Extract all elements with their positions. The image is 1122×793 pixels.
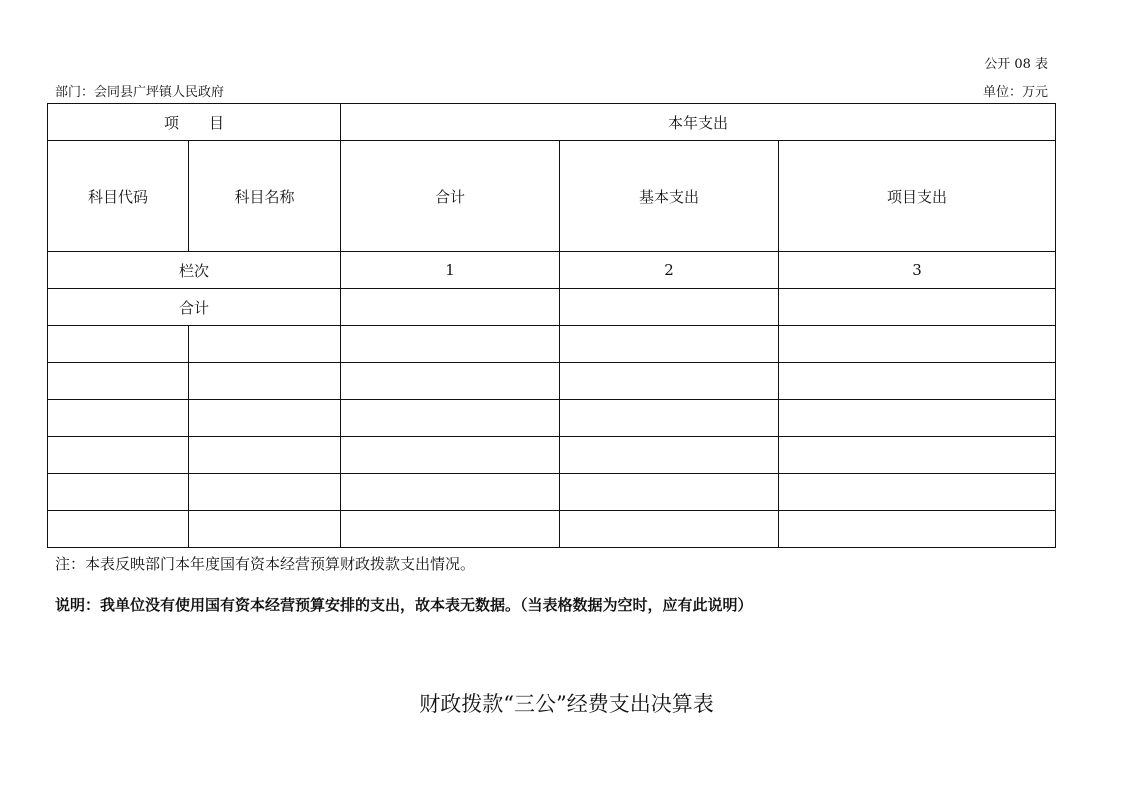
table-cell [560,511,779,548]
table-cell [189,326,341,363]
table-cell [560,400,779,437]
table-cell [341,400,560,437]
total-cell [779,289,1056,326]
table-row [48,474,1056,511]
table-cell [48,363,189,400]
col-header-name: 科目名称 [189,141,341,252]
empty-data-explanation: 说明：我单位没有使用国有资本经营预算安排的支出，故本表无数据。（当表格数据为空时，应有此说明） [55,596,753,614]
table-total-row [48,289,1056,326]
col-header-project: 项目支出 [779,141,1056,252]
table-cell [189,511,341,548]
table-row [48,363,1056,400]
table-cell [341,363,560,400]
unit-label: 单位：万元 [982,85,1048,100]
index-col-2: 2 [560,252,779,289]
table-cell [779,474,1056,511]
table-row [48,437,1056,474]
table-cell [560,363,779,400]
index-col-3: 3 [779,252,1056,289]
col-header-code: 科目代码 [48,141,189,252]
form-number: 公开 08 表 [984,57,1048,72]
total-row-label: 合计 [48,289,341,326]
table-cell [560,437,779,474]
group-header-current-year: 本年支出 [341,104,1056,141]
total-cell [341,289,560,326]
expenditure-table [47,103,1056,548]
table-row [48,511,1056,548]
table-cell [341,474,560,511]
table-cell [48,511,189,548]
index-row-label: 栏次 [48,252,341,289]
table-cell [189,363,341,400]
department-label: 部门：会同县广坪镇人民政府 [55,85,225,100]
table-cell [560,326,779,363]
table-cell [189,400,341,437]
table-cell [48,326,189,363]
next-table-title: 财政拨款“三公”经费支出决算表 [419,692,714,716]
table-group-header-row [48,104,1056,141]
table-index-row [48,252,1056,289]
table-cell [779,400,1056,437]
table-cell [189,474,341,511]
table-cell [48,400,189,437]
table-row [48,326,1056,363]
table-note: 注：本表反映部门本年度国有资本经营预算财政拨款支出情况。 [55,555,476,573]
table-cell [779,326,1056,363]
table-row [48,400,1056,437]
col-header-basic: 基本支出 [560,141,779,252]
table-cell [341,511,560,548]
table-cell [48,437,189,474]
table-cell [779,363,1056,400]
table-cell [779,437,1056,474]
index-col-1: 1 [341,252,560,289]
table-cell [189,437,341,474]
table-cell [779,511,1056,548]
table-cell [560,474,779,511]
table-column-header-row [48,141,1056,252]
col-header-total: 合计 [341,141,560,252]
table-cell [48,474,189,511]
table-cell [341,326,560,363]
table-cell [341,437,560,474]
group-header-item: 项 目 [48,104,341,141]
total-cell [560,289,779,326]
